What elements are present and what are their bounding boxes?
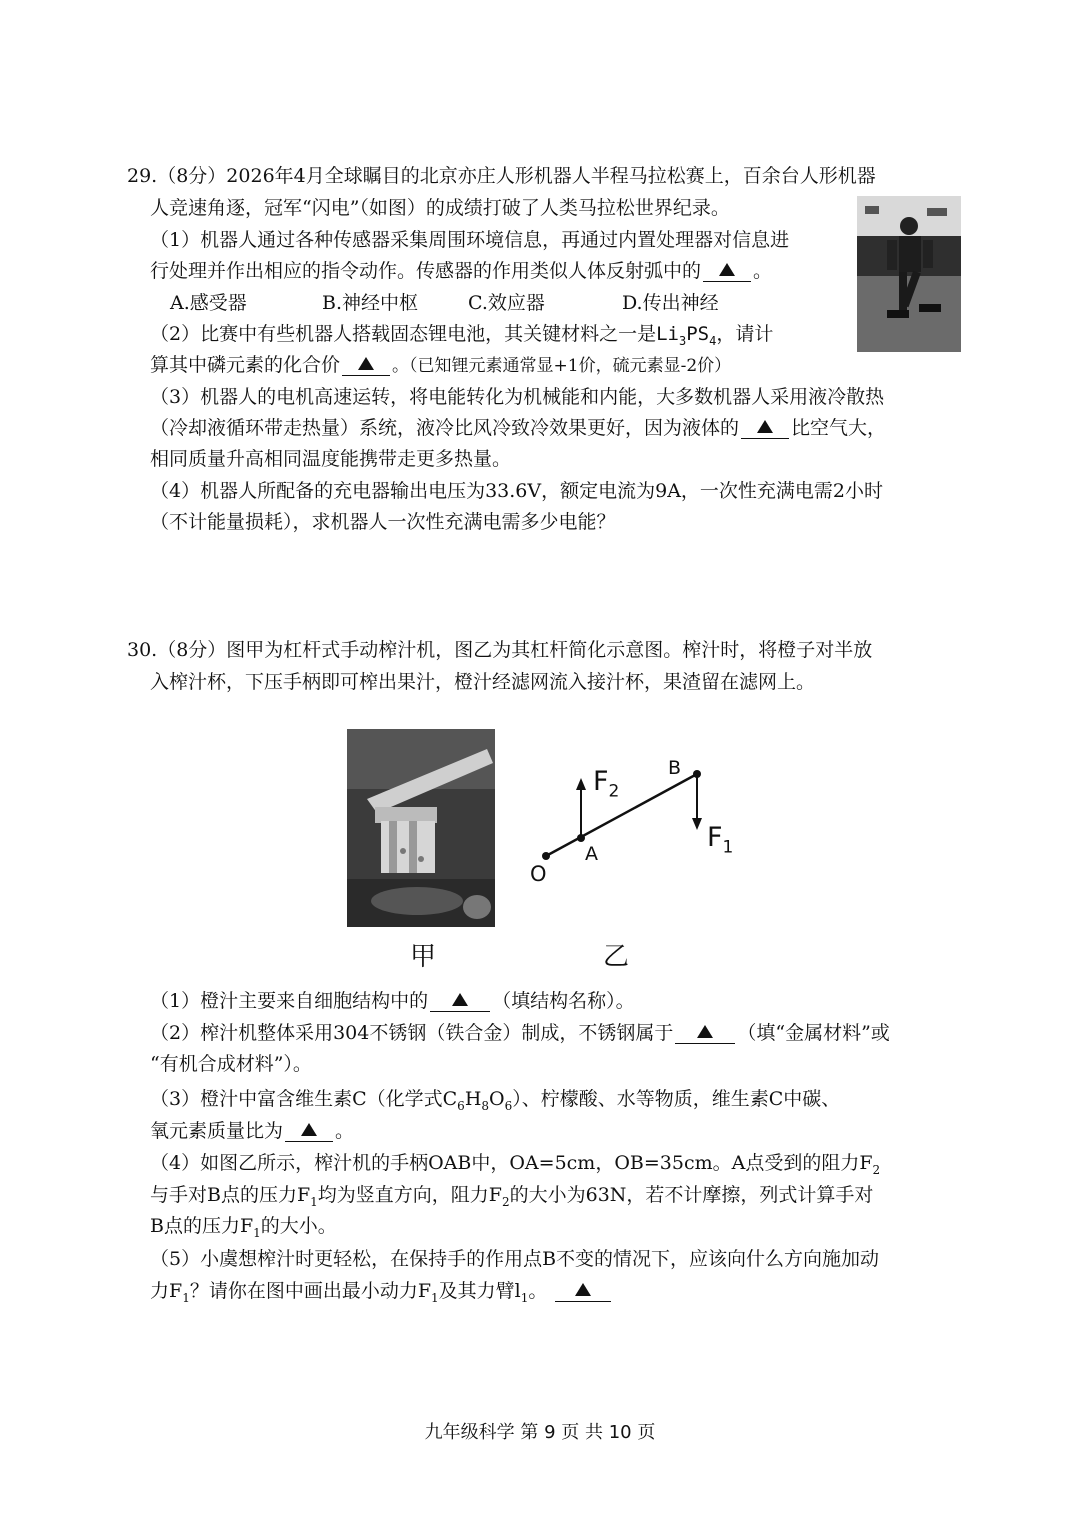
q30-part1-text: （1）橙汁主要来自细胞结构中的 <box>150 990 429 1012</box>
label-f1: $F_1$ <box>707 822 734 858</box>
q30-part4-line3: B点的压力$F_1$的大小。 <box>150 1215 337 1240</box>
q30-part3-text-end: 。 <box>335 1120 355 1142</box>
q29-part1-text: 行处理并作出相应的指令动作。传感器的作用类似人体反射弧中的 <box>150 260 702 282</box>
pivot-point-o <box>542 852 550 860</box>
q29-part2-line2 <box>150 352 731 379</box>
answer-triangle-icon <box>719 263 735 276</box>
q29-part3-line3: 相同质量升高相同温度能携带走更多热量。 <box>150 448 512 470</box>
q29-part3-line1: （3）机器人的电机高速运转，将电能转化为机械能和内能，大多数机器人采用液冷散热 <box>150 386 885 408</box>
q29-part3-text-end: 比空气大， <box>791 417 887 439</box>
q29-heading-line1: 29.（8分）2026年4月全球瞩目的北京亦庄人形机器人半程马拉松赛上，百余台人形机器 <box>127 165 876 187</box>
q29-option-c: C.效应器 <box>468 292 545 314</box>
label-o: O <box>530 862 547 886</box>
q30-part3-answer-blank[interactable] <box>285 1121 333 1142</box>
q29-part2-text-end: ，请计 <box>716 323 774 345</box>
q29-part2-answer-blank[interactable] <box>342 355 390 376</box>
q29-part1-answer-blank[interactable] <box>703 261 751 282</box>
q30-part3-line1: （3）橙汁中富含维生素C（化学式$C_6H_8O_6$）、柠檬酸、水等物质，维生素C中碳、 <box>150 1088 841 1113</box>
q30-part5-line2: 力$F_1$？请你在图中画出最小动力$F_1$及其力臂$l_1$。 <box>150 1278 613 1311</box>
answer-triangle-icon <box>697 1025 713 1038</box>
q29-option-b: B.神经中枢 <box>322 292 419 314</box>
q29-option-a: A.感受器 <box>170 292 247 314</box>
answer-triangle-icon <box>301 1123 317 1136</box>
robot-photo <box>857 196 961 352</box>
q29-part1-line1: （1）机器人通过各种传感器采集周围环境信息，再通过内置处理器对信息进 <box>150 229 790 251</box>
q30-part2-line1 <box>150 1020 890 1046</box>
q29-heading-line2: 人竞速角逐，冠军“闪电”（如图）的成绩打破了人类马拉松世界纪录。 <box>150 197 730 219</box>
q29-part2-line1 <box>150 321 773 354</box>
figure-yi-label: 乙 <box>603 942 630 972</box>
label-f2: $F_2$ <box>593 766 620 802</box>
q29-part4-line1: （4）机器人所配备的充电器输出电压为33.6V，额定电流为9A，一次性充满电需2小时 <box>150 480 884 502</box>
q29-part3-text: （冷却液循环带走热量）系统，液冷比风冷致冷效果更好，因为液体的 <box>150 417 740 439</box>
q30-part3-line2 <box>150 1118 354 1144</box>
f1-arrowhead-icon <box>692 818 702 830</box>
answer-triangle-icon <box>575 1283 591 1296</box>
lever-arm <box>546 774 697 856</box>
label-b: B <box>668 757 682 779</box>
page-footer: 九年级科学 第 9 页 共 10 页 <box>424 1422 656 1443</box>
answer-triangle-icon <box>452 993 468 1006</box>
figure-jia-label: 甲 <box>410 942 437 972</box>
q30-part4-line2: 与手对B点的压力$F_1$均为竖直方向，阻力$F_2$的大小为63N，若不计摩擦，列式计算手对 <box>150 1184 874 1209</box>
q30-part2-text-end: （填“金属材料”或 <box>737 1022 890 1044</box>
robot-image-icon <box>857 196 961 352</box>
q29-part4-line2: （不计能量损耗），求机器人一次性充满电需多少电能？ <box>150 511 616 533</box>
juicer-photo <box>347 729 495 927</box>
answer-triangle-icon <box>358 357 374 370</box>
q30-part5-line1: （5）小虞想榨汁时更轻松，在保持手的作用点B不变的情况下，应该向什么方向施加动 <box>150 1248 880 1270</box>
q30-part1-answer-blank[interactable] <box>430 991 490 1012</box>
q29-formula: $Li_3PS_4$ <box>656 323 717 348</box>
q29-part1-text-end: 。 <box>753 260 773 282</box>
q29-part3-line2 <box>150 415 886 441</box>
lever-diagram <box>520 750 750 890</box>
q30-heading-line2: 入榨汁杯，下压手柄即可榨出果汁，橙汁经滤网流入接汁杯，果渣留在滤网上。 <box>150 671 816 693</box>
q30-part4-line1: （4）如图乙所示，榨汁机的手柄OAB中，OA=5cm，OB=35cm。A点受到的阻力$F_2$ <box>150 1152 881 1177</box>
f2-arrowhead-icon <box>576 778 586 790</box>
answer-triangle-icon <box>757 420 773 433</box>
q30-part5-answer-blank[interactable] <box>555 1281 611 1302</box>
q30-part1-text-end: （填结构名称）。 <box>492 990 635 1012</box>
q30-heading-line1: 30.（8分）图甲为杠杆式手动榨汁机，图乙为其杠杆简化示意图。榨汁时，将橙子对半放 <box>127 639 873 661</box>
q29-part2-hint: 。（已知锂元素通常显+1价，硫元素显-2价） <box>392 356 732 376</box>
q29-part1-line2 <box>150 258 772 284</box>
q30-part2-line2: “有机合成材料”）。 <box>150 1053 312 1075</box>
label-a: A <box>585 843 598 865</box>
q30-part2-answer-blank[interactable] <box>675 1023 735 1044</box>
juicer-image-icon <box>347 729 495 927</box>
q30-part1-line <box>150 988 635 1014</box>
q29-part3-answer-blank[interactable] <box>741 418 789 439</box>
q30-part3-text: 氧元素质量比为 <box>150 1120 284 1142</box>
q29-part2-text: （2）比赛中有些机器人搭载固态锂电池，其关键材料之一是 <box>150 323 657 345</box>
q29-option-d: D.传出神经 <box>622 292 719 314</box>
q30-part2-text: （2）榨汁机整体采用304不锈钢（铁合金）制成，不锈钢属于 <box>150 1022 674 1044</box>
q29-part2-text2: 算其中磷元素的化合价 <box>150 354 341 376</box>
